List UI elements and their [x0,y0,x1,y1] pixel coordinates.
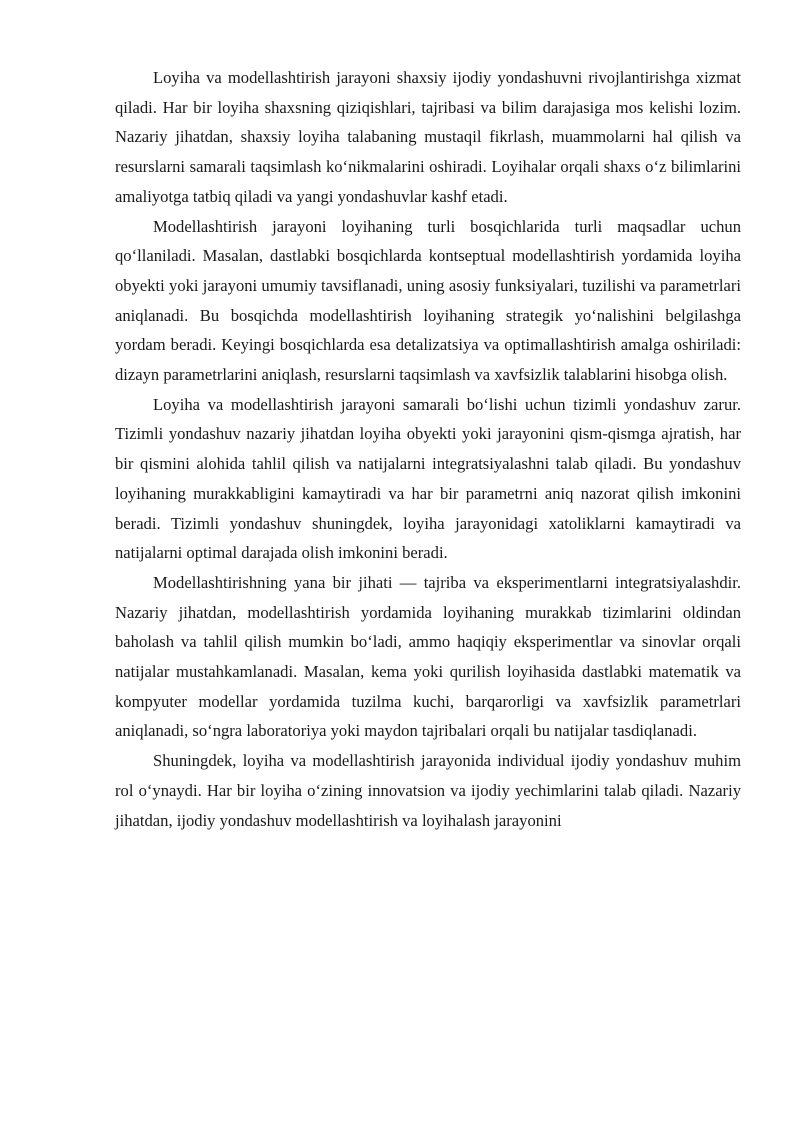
document-page [115,63,741,835]
paragraph-5: Shuningdek, loyiha va modellashtirish jarayonida individual ijodiy yondashuv muhim rol oʻynaydi. Har bir loyiha oʻzining innovatsion va ijodiy yechimlarini talab qiladi. Nazariy jihatdan, ijodiy yondashuv modellashtirish va loyihalash jarayonini [115,751,741,830]
paragraph-4: Modellashtirishning yana bir jihati — tajriba va eksperimentlarni integratsiyalashdir. Nazariy jihatdan, modellashtirish yordamida loyihaning murakkab tizimlarini oldindan baholash va tahlil qilish mumkin boʻladi, ammo haqiqiy eksperimentlar va sinovlar orqali natijalar mustahkamlanadi. Masalan, kema yoki qurilish loyihasida dastlabki matematik va kompyuter modellar yordamida tuzilma kuchi, barqarorligi va xavfsizlik parametrlari aniqlanadi, soʻngra laboratoriya yoki maydon tajribalari orqali bu natijalar tasdiqlanadi. [115,572,741,741]
paragraph-1: Loyiha va modellashtirish jarayoni shaxsiy ijodiy yondashuvni rivojlantirishga xizmat qiladi. Har bir loyiha shaxsning qiziqishlari, tajribasi va bilim darajasiga mos kelishi lozim. Nazariy jihatdan, shaxsiy loyiha talabaning mustaqil fikrlash, muammolarni hal qilish va resurslarni samarali taqsimlash koʻnikmalarini oshiradi. Loyihalar orqali shaxs oʻz bilimlarini amaliyotga tatbiq qiladi va yangi yondashuvlar kashf etadi. [115,68,741,206]
paragraph-2: Modellashtirish jarayoni loyihaning turli bosqichlarida turli maqsadlar uchun qoʻllaniladi. Masalan, dastlabki bosqichlarda kontseptual modellashtirish yordamida loyiha obyekti yoki jarayoni umumiy tavsiflanadi, uning asosiy funksiyalari, tuzilishi va parametrlari aniqlanadi. Bu bosqichda modellashtirish loyihaning strategik yoʻnalishini belgilashga yordam beradi. Keyingi bosqichlarda esa detalizatsiya va optimallashtirish amalga oshiriladi: dizayn parametrlarini aniqlash, resurslarni taqsimlash va xavfsizlik talablarini hisobga olish. [115,216,741,385]
paragraph-3: Loyiha va modellashtirish jarayoni samarali boʻlishi uchun tizimli yondashuv zarur. Tizimli yondashuv nazariy jihatdan loyiha obyekti yoki jarayonini qism-qismga ajratish, har bir qismini alohida tahlil qilish va natijalarni integratsiyalashni talab qiladi. Bu yondashuv loyihaning murakkabligini kamaytiradi va har bir parametrni aniq nazorat qilish imkonini beradi. Tizimli yondashuv shuningdek, loyiha jarayonidagi xatoliklarni kamaytiradi va natijalarni optimal darajada olish imkonini beradi. [115,394,741,563]
